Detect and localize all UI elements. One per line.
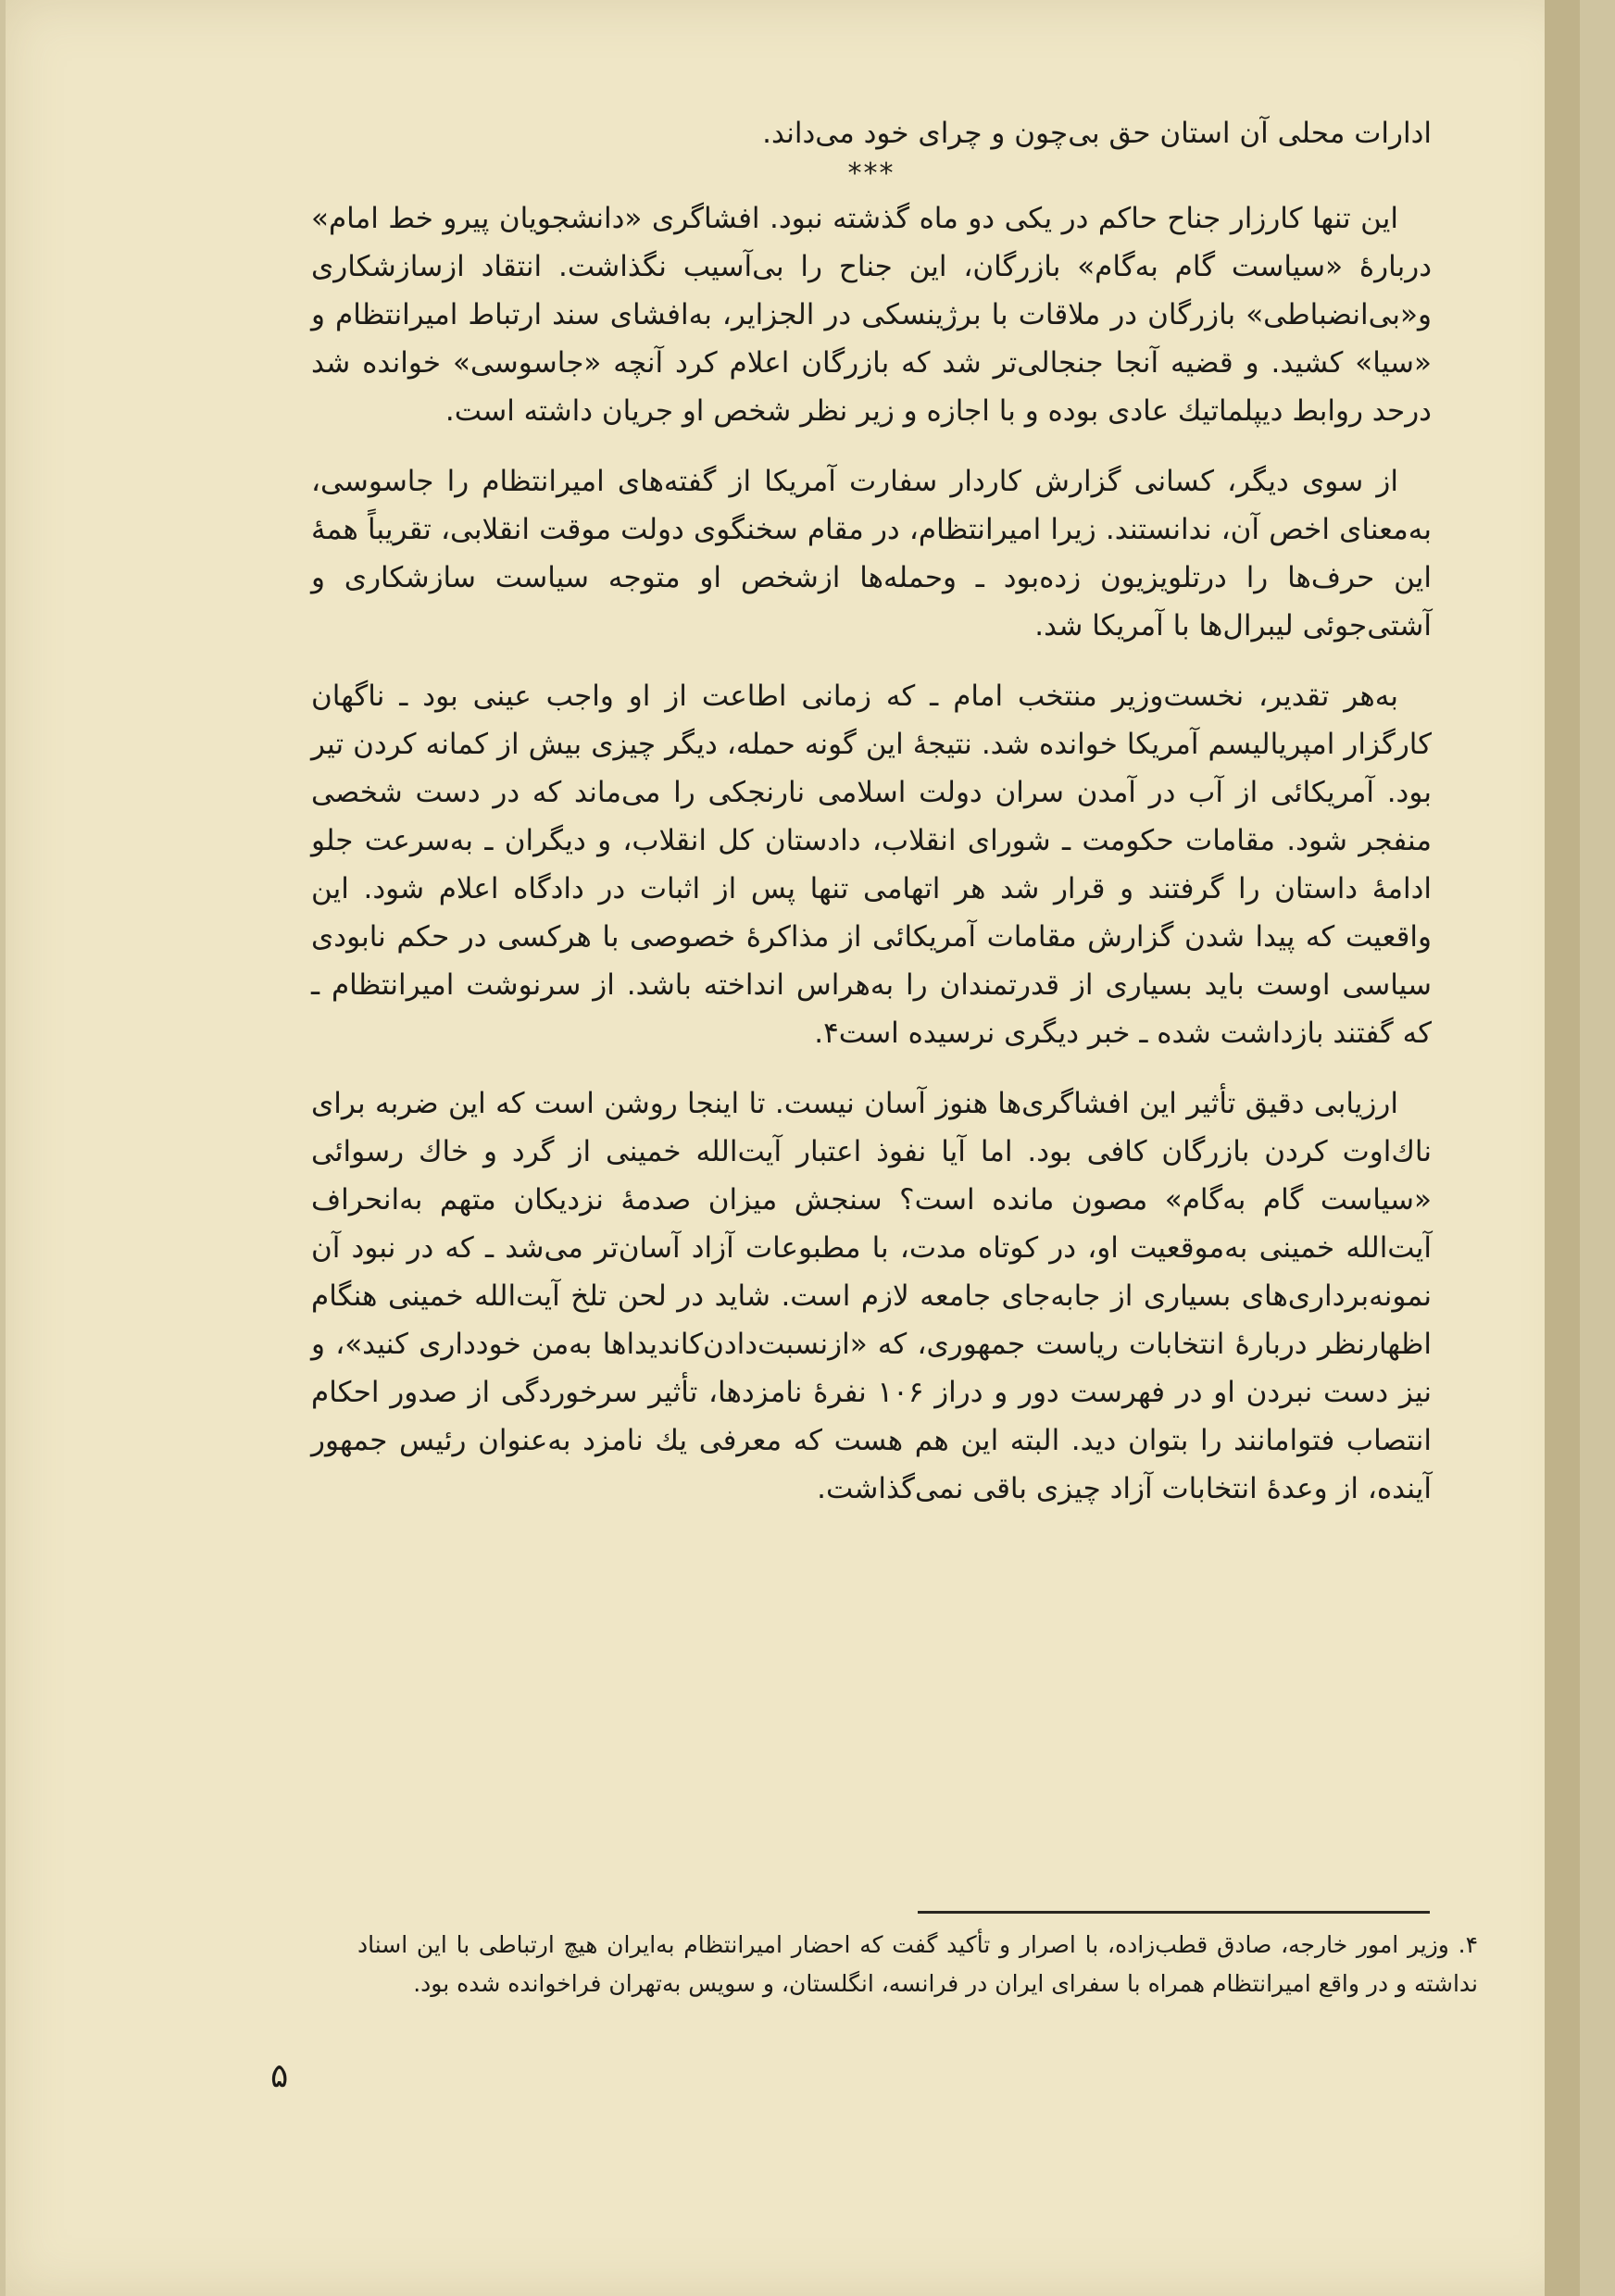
- footnote-divider: [918, 1911, 1430, 1914]
- paragraph-2: از سوی دیگر، کسانی گزارش کاردار سفارت آمریکا از گفته‌های امیرانتظام را جاسوسی، به‌معنای اخص آن، ندانستند. زیرا امیرانتظام، در مقام سخنگوی دولت موقت انقلابی، تقریباً همهٔ این حرف‌ها را درتلویزیون زده‌بود ـ وحمله‌ها ازشخص او متوجه سیاست سازشکاری و آشتی‌جوئی لیبرال‌ها با آمریکا شد.: [311, 465, 1432, 643]
- footnote: [357, 1926, 1478, 2003]
- page-number: ۵: [270, 2057, 289, 2095]
- book-page: [6, 0, 1580, 2296]
- section-separator: ***: [847, 157, 895, 190]
- opening-line: ادارات محلی آن استان حق بی‌چون و چرای خود می‌داند.: [762, 117, 1432, 150]
- main-text-block: [311, 109, 1432, 1513]
- paragraph-1: این تنها کارزار جناح حاکم در یکی دو ماه گذشته نبود. افشاگری «دانشجویان پیرو خط امام» دربارهٔ «سیاست گام به‌گام» بازرگان، این جناح را بی‌آسیب نگذاشت. انتقاد ازسازشکاری و«بی‌انضباطی» بازرگان در ملاقات با برژینسکی در الجزایر، به‌افشای سند ارتباط امیرانتظام و «سیا» کشید. و قضیه آنجا جنجالی‌تر شد که بازرگان اعلام کرد آنچه «جاسوسی» خوانده شد درحد روابط دیپلماتیك عادی بوده و با اجازه و زیر نظر شخص او جریان داشته است.: [311, 202, 1432, 428]
- footnote-text: ۴. وزیر امور خارجه، صادق قطب‌زاده، با اصرار و تأکید گفت که احضار امیرانتظام به‌ایران هیچ ارتباطی با این اسناد نداشته و در واقع امیرانتظام همراه با سفرای ایران در فرانسه، انگلستان، و سویس به‌تهران فراخوانده شده بود.: [357, 1931, 1478, 1997]
- page-edge-shadow: [1545, 0, 1580, 2296]
- paragraph-3: به‌هر تقدیر، نخست‌وزیر منتخب امام ـ که زمانی اطاعت از او واجب عینی بود ـ ناگهان کارگزار امپریالیسم آمریکا خوانده شد. نتیجهٔ این گونه حمله، دیگر چیزی بیش از کمانه کردن تیر بود. آمریکائی از آب در آمدن سران دولت اسلامی نارنجکی را می‌ماند که در دست شخصی منفجر شود. مقامات حکومت ـ شورای انقلاب، دادستان کل انقلاب، و دیگران ـ به‌سرعت جلو ادامهٔ داستان را گرفتند و قرار شد هر اتهامی تنها پس از اثبات در دادگاه اعلام شود. این واقعیت که پیدا شدن گزارش مقامات آمریکائی از مذاکرهٔ خصوصی با هرکسی در حکم نابودی سیاسی اوست باید بسیاری از قدرتمندان را به‌هراس انداخته باشد. از سرنوشت امیرانتظام ـ که گفتند بازداشت شده ـ خبر دیگری نرسیده است۴.: [311, 680, 1432, 1050]
- paragraph-4: ارزیابی دقیق تأثیر این افشاگری‌ها هنوز آسان نیست. تا اینجا روشن است که این ضربه برای ناك‌اوت کردن بازرگان کافی بود. اما آیا نفوذ اعتبار آیت‌الله خمینی از گرد و خاك رسوائی «سیاست گام به‌گام» مصون مانده است؟ سنجش میزان صدمهٔ نزدیکان متهم به‌انحراف آیت‌الله خمینی به‌موقعیت او، در کوتاه مدت، با مطبوعات آزاد آسان‌تر می‌شد ـ که در نبود آن نمونه‌برداری‌های بسیاری از جابه‌جای جامعه لازم است. شاید در لحن تلخ آیت‌الله خمینی هنگام اظهارنظر دربارهٔ انتخابات ریاست جمهوری، که «ازنسبت‌دادن‌کاندیداها به‌من خودداری کنید»، و نیز دست نبردن او در فهرست دور و دراز ۱۰۶ نفرهٔ نامزدها، تأثیر سرخوردگی از صدور احکام انتصاب فتوامانند را بتوان دید. البته این هم هست که معرفی یك نامزد به‌عنوان رئیس جمهور آینده، از وعدهٔ انتخابات آزاد چیزی باقی نمی‌گذاشت.: [311, 1087, 1432, 1505]
